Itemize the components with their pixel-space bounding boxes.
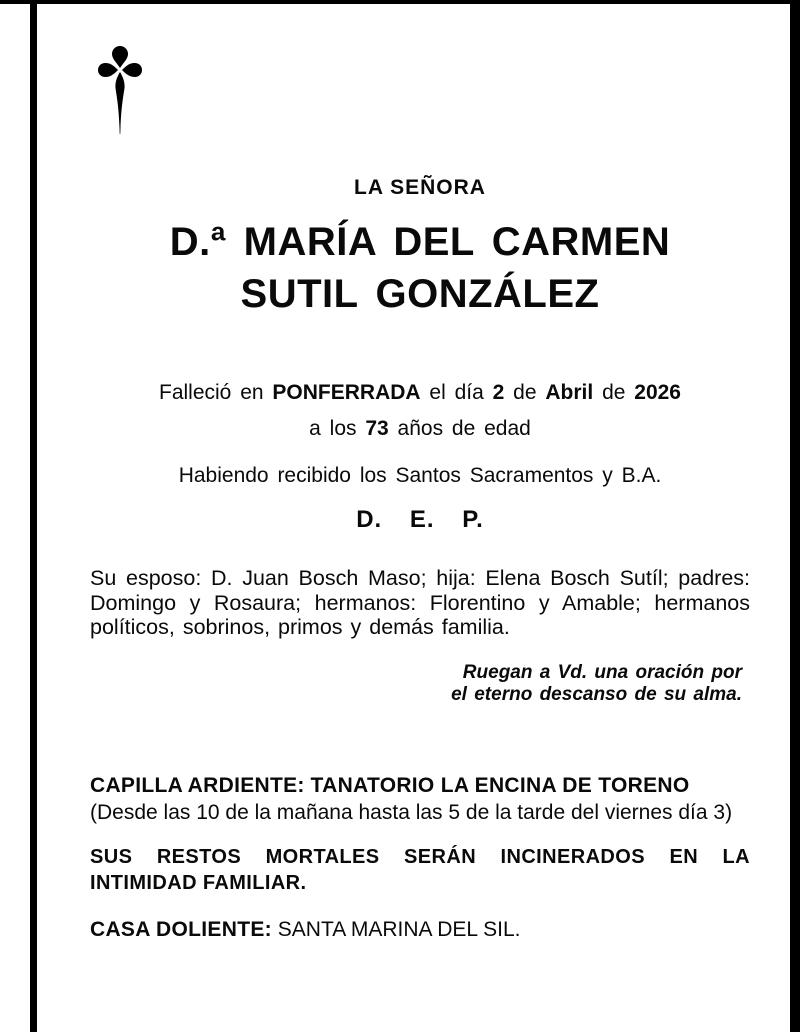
mourning-home-value: SANTA MARINA DEL SIL. (277, 918, 521, 941)
deceased-name-line1: D.ª MARÍA DEL CARMEN (169, 220, 671, 264)
frame-border-top (0, 0, 800, 4)
deceased-name (90, 216, 750, 320)
wake-heading (90, 772, 750, 799)
death-month: Abril (545, 381, 594, 404)
mourning-home-line (90, 918, 750, 942)
remains-notice: SUS RESTOS MORTALES SERÁN INCINERADOS EN LA INTIMIDAD FAMILIAR. (90, 846, 750, 894)
cross-icon (97, 44, 143, 136)
age-line (90, 417, 750, 441)
family-paragraph: Su esposo: D. Juan Bosch Maso; hija: Elena Bosch Sutíl; padres: Domingo y Rosaura; hermanos: Florentino y Amable; hermanos políticos, sobrinos, primos y demás familia. (90, 566, 750, 639)
sacraments-line: Habiendo recibido los Santos Sacramentos y B.A. (178, 464, 662, 487)
death-year: 2026 (634, 381, 681, 404)
dep-abbreviation: D. E. P. (356, 506, 484, 533)
prayer-text (90, 662, 742, 706)
death-place: PONFERRADA (272, 381, 421, 404)
wake-schedule: (Desde las 10 de la mañana hasta las 5 de la tarde del viernes día 3) (90, 801, 733, 824)
death-of2: de (602, 381, 626, 404)
wake-venue: TANATORIO LA ENCINA DE TORENO (310, 774, 690, 797)
age-post: años de edad (397, 417, 531, 440)
prayer-line1: Ruegan a Vd. una oración por (462, 662, 742, 683)
frame-border-right (790, 0, 800, 1032)
death-prefix: Falleció en (159, 381, 264, 404)
wake-section (90, 772, 750, 826)
age-pre: a los (309, 417, 357, 440)
age-years: 73 (365, 417, 389, 440)
prayer-line2: el eterno descanso de su alma. (451, 684, 742, 705)
honorific-title: LA SEÑORA (354, 176, 486, 199)
death-day: 2 (492, 381, 505, 404)
wake-label: CAPILLA ARDIENTE: (90, 774, 305, 797)
deceased-name-line2: SUTIL GONZÁLEZ (240, 272, 600, 316)
mourning-home-label: CASA DOLIENTE: (90, 918, 272, 941)
frame-border-left (30, 0, 37, 1032)
death-mid: el día (429, 381, 484, 404)
death-date-line (90, 381, 750, 405)
death-of1: de (513, 381, 537, 404)
